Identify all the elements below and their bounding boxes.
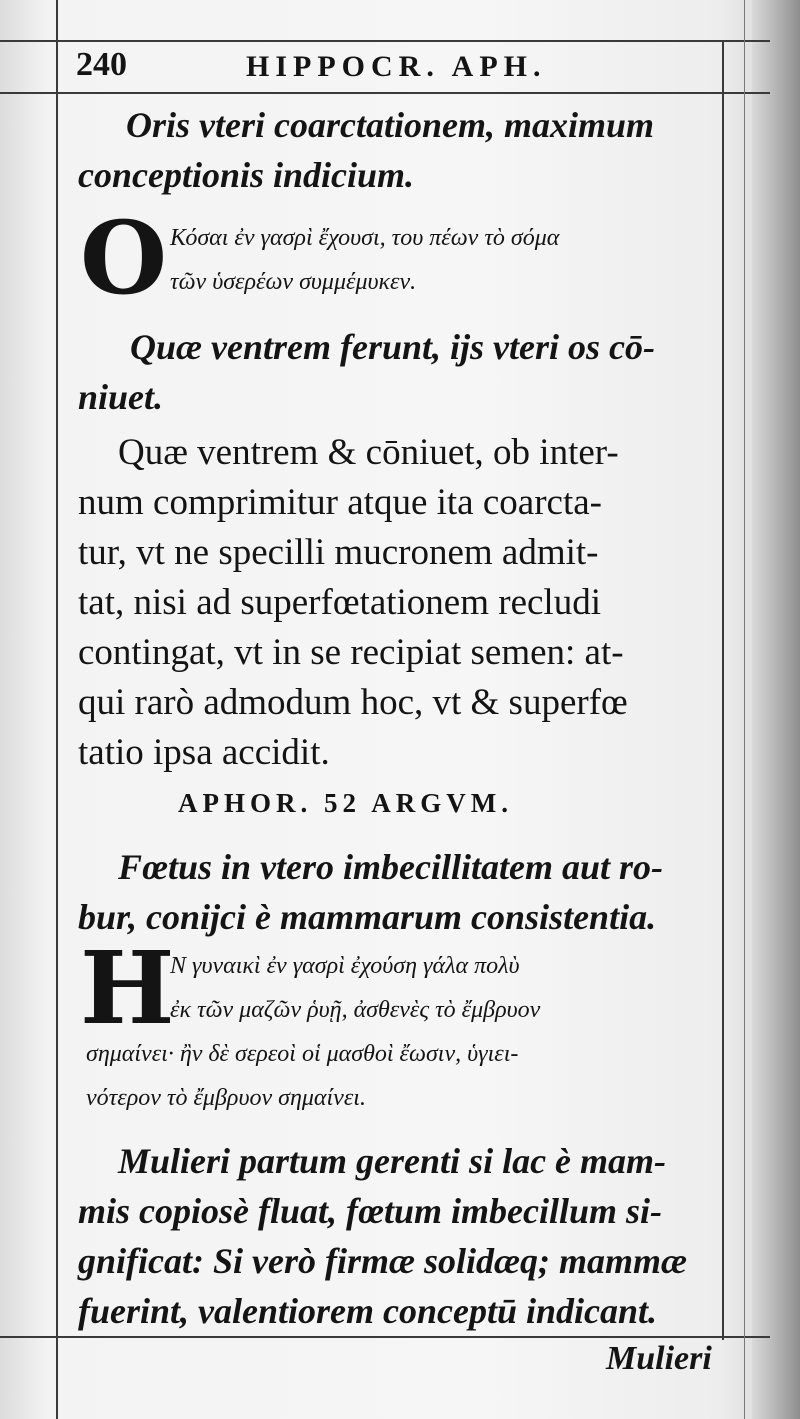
text-line: tatio ipsa accidit. — [78, 732, 330, 773]
text-line: gnificat: Si verò firmæ solidæq; mammæ — [78, 1241, 687, 1281]
page-edge — [752, 0, 800, 1419]
frame-rule-outer — [744, 0, 745, 1419]
text-line: Fœtus in vtero imbecillitatem aut ro- — [118, 847, 664, 887]
greek-aphorism-2-cont — [86, 1032, 726, 1120]
text-line: conceptionis indicium. — [78, 155, 415, 195]
greek-line: Ν γυναικὶ ἐν γασρὶ ἐχούση γάλα πολὺ — [170, 953, 520, 979]
text-line: Oris vteri coarctationem, maximum — [126, 105, 654, 145]
running-header — [76, 46, 726, 88]
greek-line: σημαίνει· ἢν δὲ σερεοὶ οἱ μασθοὶ ἔωσιν, ὑγιει- — [86, 1041, 519, 1067]
greek-line: Κόσαι ἐν γασρὶ ἔχουσι, του πέων τὸ σόμα — [170, 225, 560, 251]
greek-line: τῶν ὑσερέων συμμέμυκεν. — [170, 269, 417, 295]
frame-rule-left — [56, 0, 58, 1419]
frame-rule-header — [0, 92, 770, 94]
text-line: fuerint, valentiorem conceptū indicant. — [78, 1291, 658, 1331]
text-line: tur, vt ne specilli mucronem admit- — [78, 532, 599, 573]
frame-rule-bottom — [0, 1336, 770, 1338]
greek-aphorism-2 — [170, 944, 730, 1032]
greek-aphorism-1 — [170, 216, 730, 304]
text-line: Mulieri partum gerenti si lac è mam- — [118, 1141, 667, 1181]
text-line: tat, nisi ad superfœtationem recludi — [78, 582, 601, 623]
lead-latin — [78, 100, 728, 200]
greek-line: ἐκ τῶν μαζῶν ῥυῇ, ἀσθενὲς τὸ ἔμβρυον — [170, 997, 541, 1023]
catchword: Mulieri — [606, 1340, 712, 1377]
drop-cap-h: H — [80, 929, 175, 1047]
drop-cap-o: O — [80, 199, 168, 317]
text-line: niuet. — [78, 377, 164, 417]
frame-rule-top — [0, 40, 770, 42]
text-line: mis copiosè fluat, fœtum imbecillum si- — [78, 1191, 662, 1231]
page-number: 240 — [76, 46, 127, 83]
latin-aphorism-1 — [78, 322, 728, 422]
text-line: bur, conijci è mammarum consistentia. — [78, 897, 657, 937]
text-line: qui rarò admodum hoc, vt & superfœ — [78, 682, 628, 723]
commentary — [78, 428, 728, 778]
greek-line: νότερον τὸ ἔμβρυον σημαίνει. — [86, 1085, 366, 1111]
argument — [78, 842, 728, 942]
text-line: contingat, vt in se recipiat semen: at- — [78, 632, 624, 673]
latin-aphorism-2 — [78, 1136, 728, 1336]
running-title: HIPPOCR. APH. — [246, 50, 547, 83]
section-heading: APHOR. 52 ARGVM. — [178, 788, 513, 818]
text-line: Quæ ventrem & cōniuet, ob inter- — [118, 432, 619, 473]
text-line: Quæ ventrem ferunt, ijs vteri os cō- — [130, 327, 655, 367]
text-line: num comprimitur atque ita coarcta- — [78, 482, 602, 523]
